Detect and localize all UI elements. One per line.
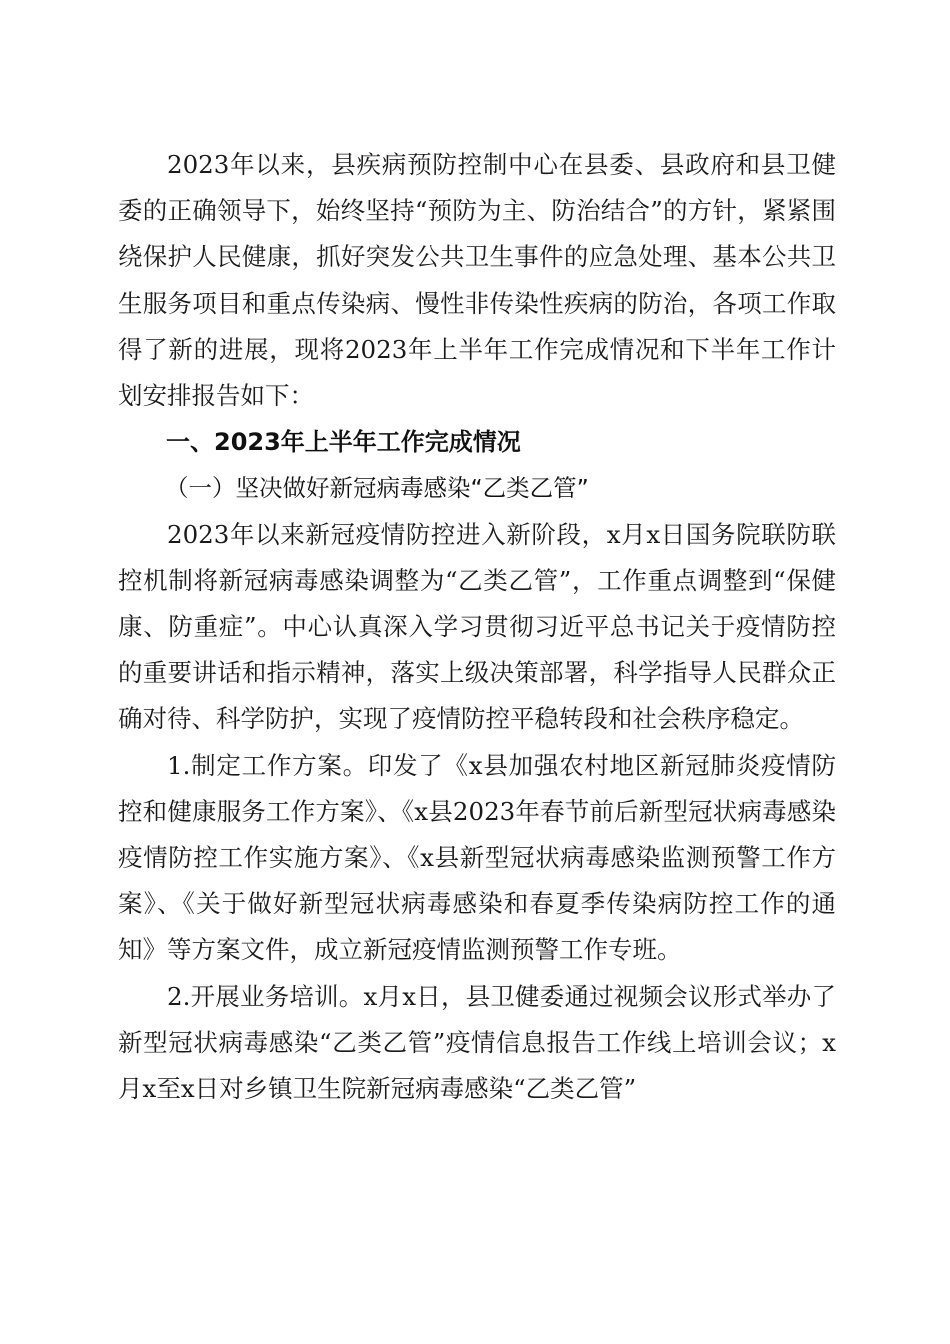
body-paragraph: 1.制定工作方案。印发了《x县加强农村地区新冠肺炎疫情防控和健康服务工作方案》、《x县2023年春节前后新型冠状病毒感染疫情防控工作实施方案》、《x县新型冠状病毒感染监测预警工作方案》、《关于做好新型冠状病毒感染和春夏季传染病防控工作的通知》等方案文件，成立新冠疫情监测预警工作专班。 [118,750,836,965]
intro-paragraph: 2023年以来，县疾病预防控制中心在县委、县政府和县卫健委的正确领导下，始终坚持“预防为主、防治结合”的方针，紧紧围绕保护人民健康，抓好突发公共卫生事件的应急处理、基本公共卫生服务项目和重点传染病、慢性非传染性疾病的防治，各项工作取得了新的进展，现将2023年上半年工作完成情况和下半年工作计划安排报告如下： [118,150,836,411]
body-paragraph: 2.开展业务培训。x月x日，县卫健委通过视频会议形式举办了新型冠状病毒感染“乙类乙管”疫情信息报告工作线上培训会议；x月x至x日对乡镇卫生院新冠病毒感染“乙类乙管” [118,981,836,1104]
document-body [118,142,836,1112]
subsection-heading: （一）坚决做好新冠病毒感染“乙类乙管” [165,474,589,503]
section-heading: 一、2023年上半年工作完成情况 [166,428,521,457]
body-paragraph: 2023年以来新冠疫情防控进入新阶段，x月x日国务院联防联控机制将新冠病毒感染调整为“乙类乙管”，工作重点调整到“保健康、防重症”。中心认真深入学习贯彻习近平总书记关于疫情防控的重要讲话和指示精神，落实上级决策部署，科学指导人民群众正确对待、科学防护，实现了疫情防控平稳转段和社会秩序稳定。 [118,519,836,734]
